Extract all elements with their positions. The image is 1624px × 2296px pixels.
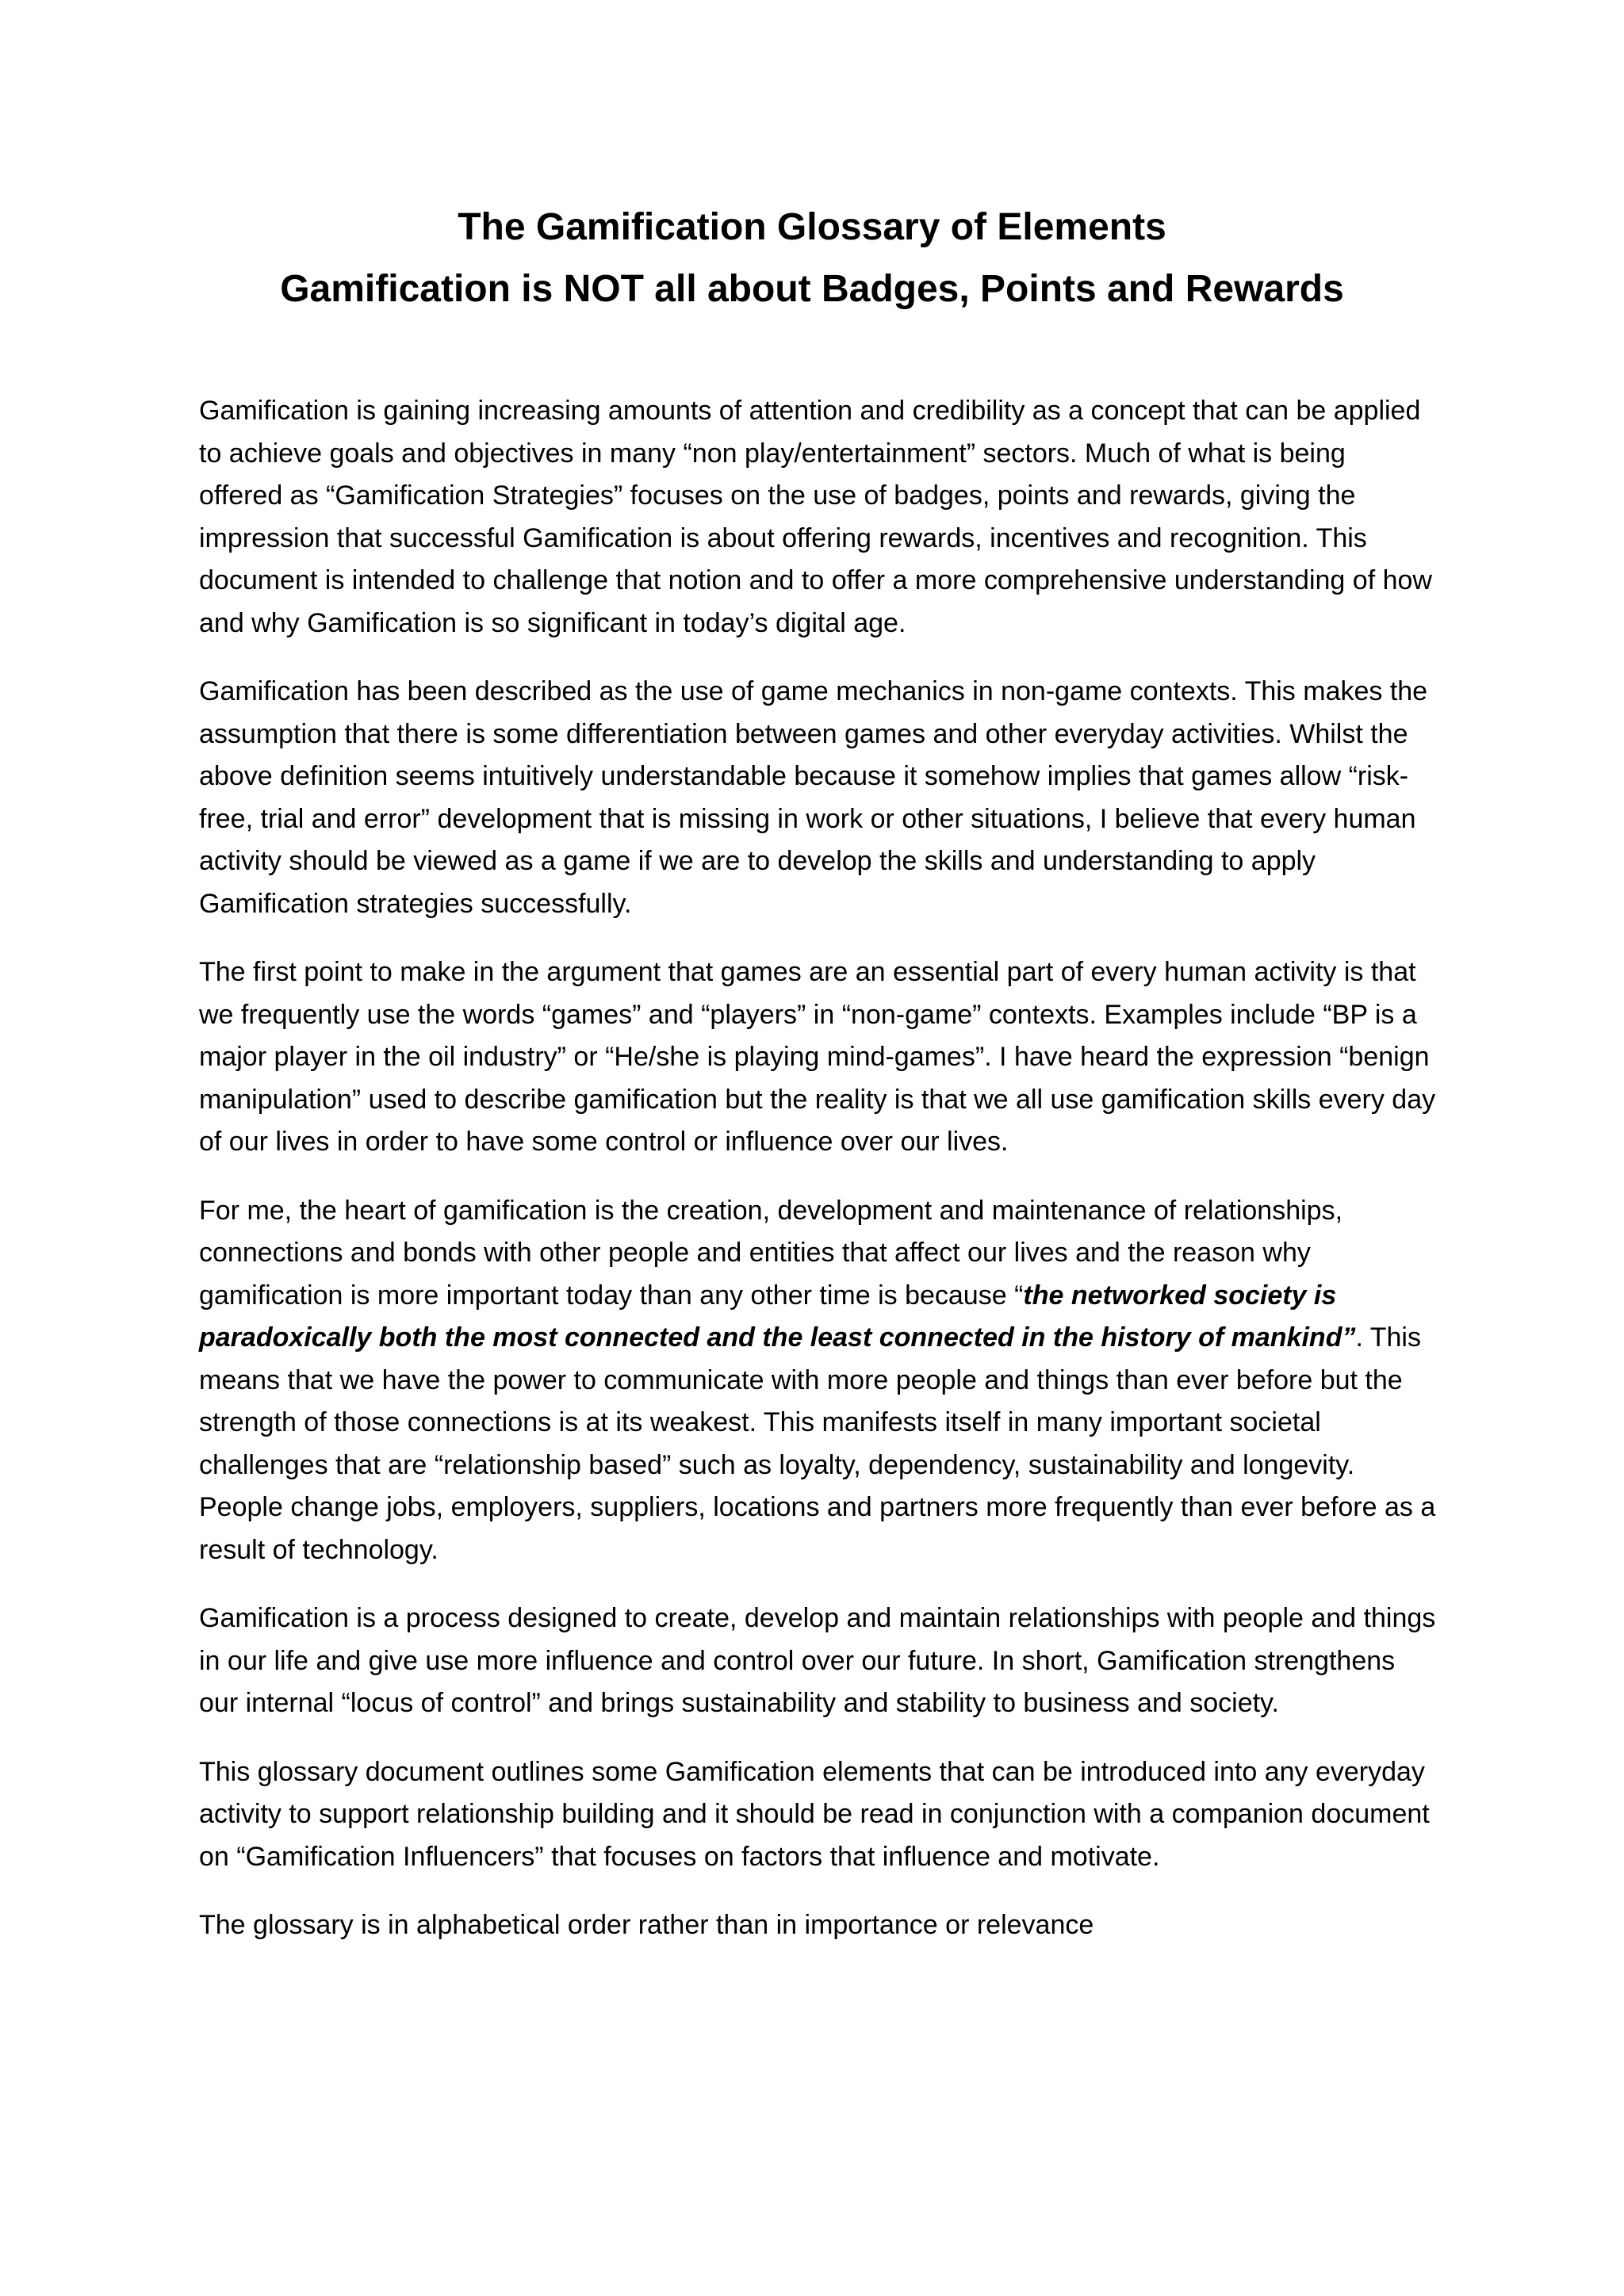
paragraph-intro: Gamification is gaining increasing amounts of attention and credibility as a concept that can be applied to achieve goals and objectives in many “non play/entertainment” sectors. Much of what is being offered as “Gamification Strategies” focuses on the use of badges, points and rewards, giving the impression that successful Gamification is about offering rewards, incentives and recognition. This document is intended to challenge that notion and to offer a more comprehensive understanding of how and why Gamification is so significant in today’s digital age. (199, 396, 1432, 638)
document-title: The Gamification Glossary of Elements (458, 206, 1166, 248)
document-subtitle: Gamification is NOT all about Badges, Points and Rewards (280, 268, 1344, 310)
paragraph-glossary-outline: This glossary document outlines some Gamification elements that can be introduced into any everyday activity to support relationship building and it should be read in conjunction with a companion document on “Gamification Influencers” that focuses on factors that influence and motivate. (199, 1756, 1430, 1872)
paragraph-networked-society (199, 1190, 1436, 1572)
paragraph-text: For me, the heart of gamification is the creation, development and maintenance of relationships, connections and bonds with other people and entities that affect our lives and the reason why gamification is more important today than any other time is because “ (199, 1195, 1343, 1311)
paragraph-argument: The first point to make in the argument that games are an essential part of every human activity is that we frequently use the words “games” and “players” in “non-game” contexts. Examples include “BP is a major player in the oil industry” or “He/she is playing mind-games”. I have heard the expression “benign manipulation” used to describe gamification but the reality is that we all use gamification skills every day of our lives in order to have some control or influence over our lives. (199, 957, 1436, 1157)
paragraph-process: Gamification is a process designed to create, develop and maintain relationships with people and things in our life and give use more influence and control over our future. In short, Gamification strengthens our internal “locus of control” and brings sustainability and stability to business and society. (199, 1603, 1436, 1718)
document-body (199, 390, 1436, 1973)
paragraph-definition: Gamification has been described as the use of game mechanics in non-game contexts. This makes the assumption that there is some differentiation between games and other everyday activities. Whilst the above definition seems intuitively understandable because it somehow implies that games allow “risk-free, trial and error” development that is missing in work or other situations, I believe that every human activity should be viewed as a game if we are to develop the skills and understanding to apply Gamification strategies successfully. (199, 676, 1428, 919)
title-block (0, 197, 1624, 320)
paragraph-order-note: The glossary is in alphabetical order rather than in importance or relevance (199, 1910, 1094, 1940)
emphasized-quote: the networked society is paradoxically both the most connected and the least connected in the history of mankind” (199, 1280, 1356, 1353)
paragraph-text: . This means that we have the power to communicate with more people and things than ever before but the strength of those connections is at its weakest. This manifests itself in many important societal challenges that are “relationship based” such as loyalty, dependency, sustainability and longevity. People change jobs, employers, suppliers, locations and partners more frequently than ever before as a result of technology. (199, 1322, 1436, 1565)
